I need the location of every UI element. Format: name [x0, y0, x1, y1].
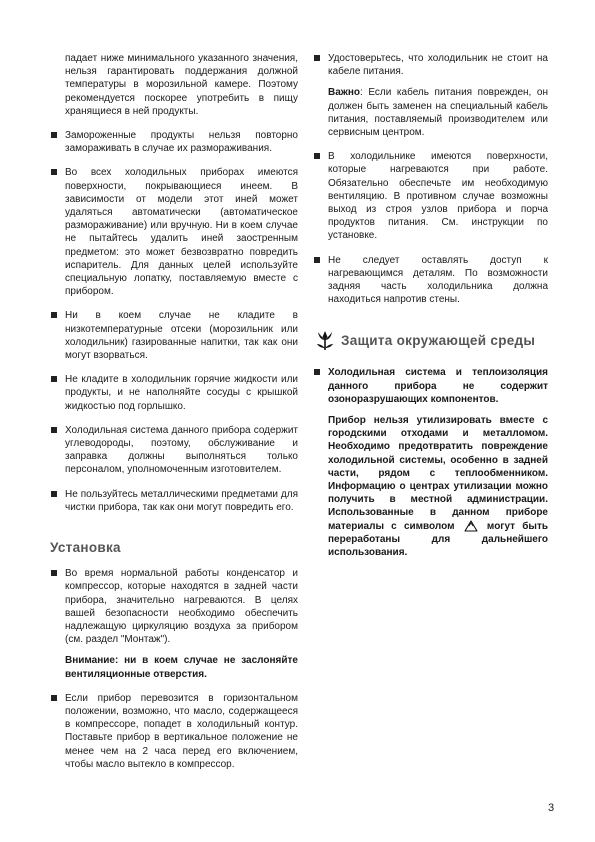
list-item: Не кладите в холодильник горячие жидкости или продукты, и не наполняйте сосуды с крышкой жидкостью под горлышко.	[50, 373, 298, 413]
page-number: 3	[548, 802, 555, 814]
list-item: Во время нормальной работы конденсатор и компрессор, которые находятся в задней части прибора, значительно нагреваются. В целях вашей безопасности необходимо обеспечить надлежащую циркуляцию воздуха за прибором (см. раздел "Монтаж").	[50, 567, 298, 646]
important-note: Важно: Если кабель питания поврежден, он должен быть заменен на специальный кабель питания, поставляемый производителем или сервисным центром.	[328, 87, 548, 139]
list-item: Холодильная система данного прибора содержит углеводороды, поэтому, обслуживание и заправка должны выполняться только персоналом, уполномоченным изготовителем.	[50, 424, 298, 477]
continued-paragraph: падает ниже минимального указанного значения, нельзя гарантировать поддержания должной температуры в морозильной камере. Поэтому рекомендуется поскорее употребить в пищу хранящиеся в ней продукты.	[65, 53, 298, 117]
section-header-environment	[313, 328, 548, 352]
environment-paragraph: Прибор нельзя утилизировать вместе с городскими отходами и металломом. Необходимо предотвратить повреждение холодильной системы, особенно в задней части, рядом с теплообменником. Информацию о центрах утилизации можно получить в местной администрации. Использованные в данном приборе материалы с символом могут быть переработаны для дальнейшего использования.	[328, 415, 548, 559]
bullet-square-icon	[51, 427, 57, 433]
list-item: Ни в коем случае не кладите в низкотемпературные отсеки (морозильник или холодильник) газированные напитки, так как они могут взорваться.	[50, 309, 298, 362]
bullet-square-icon	[51, 169, 57, 175]
bullet-square-icon	[314, 369, 320, 375]
bullet-square-icon	[51, 376, 57, 382]
bullet-square-icon	[51, 570, 57, 576]
section-title-installation: Установка	[50, 540, 121, 556]
bullet-square-icon	[51, 695, 57, 701]
list-item: Если прибор перевозится в горизонтальном положении, возможно, что масло, содержащееся в компрессоре, попадет в холодильный контур. Поставьте прибор в вертикальное положение не менее чем на 2 часа перед его включением, чтобы масло вытекло в компрессор.	[50, 692, 298, 771]
bullet-square-icon	[314, 153, 320, 159]
bullet-square-icon	[314, 55, 320, 61]
list-item: Холодильная система и теплоизоляция данного прибора не содержит озоноразрушающих компонентов.	[313, 366, 548, 406]
list-item: В холодильнике имеются поверхности, которые нагреваются при работе. Обязательно обеспечьте им необходимую вентиляцию. В противном случае возможны выход из строя узлов прибора и порча продуктов питания. См. инструкции по установке.	[313, 150, 548, 242]
list-item: Удостоверьтесь, что холодильник не стоит на кабеле питания.	[313, 52, 548, 78]
left-column	[50, 52, 298, 771]
right-column	[313, 52, 548, 559]
list-item: Замороженные продукты нельзя повторно замораживать в случае их размораживания.	[50, 129, 298, 155]
tulip-icon	[313, 328, 337, 352]
list-item: Во всех холодильных приборах имеются поверхности, покрывающиеся инеем. В зависимости от модели этот иней может удаляться автоматически (автоматическое размораживание) или вручную. Ни в коем случае не пытайтесь удалить иней заостренным предметом: это может безвозвратно повредить испаритель. Для данных целей используйте специальную лопатку, поставляемую вместе с прибором.	[50, 166, 298, 298]
bullet-square-icon	[51, 491, 57, 497]
bullet-square-icon	[314, 257, 320, 263]
section-title-environment: Защита окружающей среды	[341, 332, 536, 348]
list-item: Не следует оставлять доступ к нагревающимся деталям. По возможности задняя часть холодильника должна находиться напротив стены.	[313, 254, 548, 307]
bullet-square-icon	[51, 312, 57, 318]
warning-note: Внимание: ни в коем случае не заслоняйте вентиляционные отверстия.	[65, 655, 298, 680]
bullet-square-icon	[51, 132, 57, 138]
recycle-triangle-icon	[464, 520, 478, 532]
list-item: Не пользуйтесь металлическими предметами для чистки прибора, так как они могут повредить его.	[50, 488, 298, 514]
